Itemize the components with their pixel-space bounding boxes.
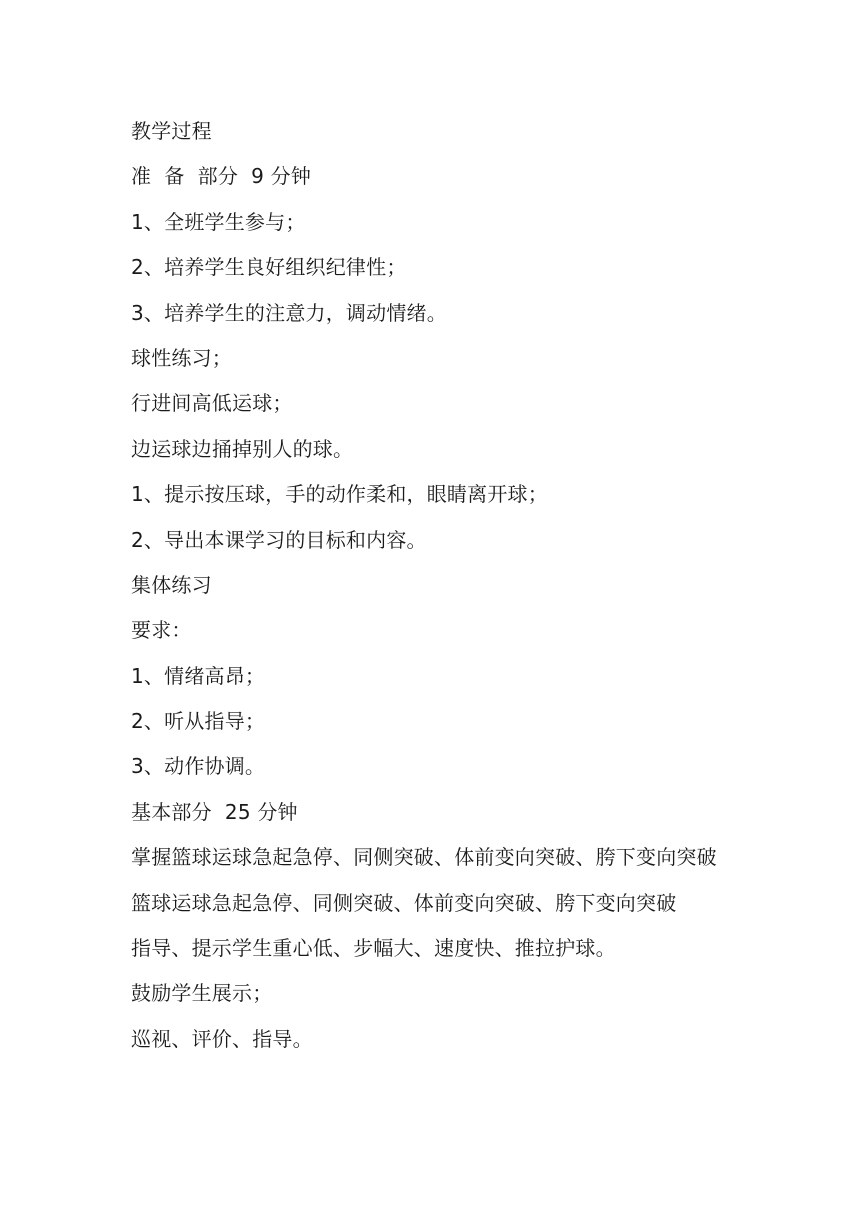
section-heading-basic: 基本部分 25 分钟 <box>131 799 298 824</box>
section-title: 教学过程 <box>131 119 212 143</box>
section-heading-preparation: 准 备 部分 9 分钟 <box>131 164 312 189</box>
document-body <box>131 109 741 1062</box>
text-line: 1、情绪高昂； <box>131 663 266 688</box>
text-line: 3、培养学生的注意力，调动情绪。 <box>131 300 447 325</box>
text-line: 指导、提示学生重心低、步幅大、速度快、推拉护球。 <box>131 936 616 961</box>
text-line: 球性练习； <box>131 345 232 370</box>
text-line: 3、动作协调。 <box>131 754 266 779</box>
text-line: 2、培养学生良好组织纪律性； <box>131 255 407 280</box>
text-line: 行进间高低运球； <box>131 391 293 416</box>
text-line: 鼓励学生展示； <box>131 981 273 1006</box>
text-line: 2、导出本课学习的目标和内容。 <box>131 527 427 552</box>
text-line: 2、听从指导； <box>131 709 266 734</box>
text-line: 1、提示按压球，手的动作柔和，眼睛离开球； <box>131 482 548 507</box>
text-line: 集体练习 <box>131 572 212 597</box>
text-line: 1、全班学生参与； <box>131 209 306 234</box>
text-line: 篮球运球急起急停、同侧突破、体前变向突破、胯下变向突破 <box>131 890 677 915</box>
text-paragraph: 掌握篮球运球急起急停、同侧突破、体前变向突破、胯下变向突破 <box>131 845 717 870</box>
text-line: 边运球边捅掉别人的球。 <box>131 436 354 461</box>
text-line: 巡视、评价、指导。 <box>131 1026 313 1051</box>
text-line: 要求： <box>131 618 192 643</box>
